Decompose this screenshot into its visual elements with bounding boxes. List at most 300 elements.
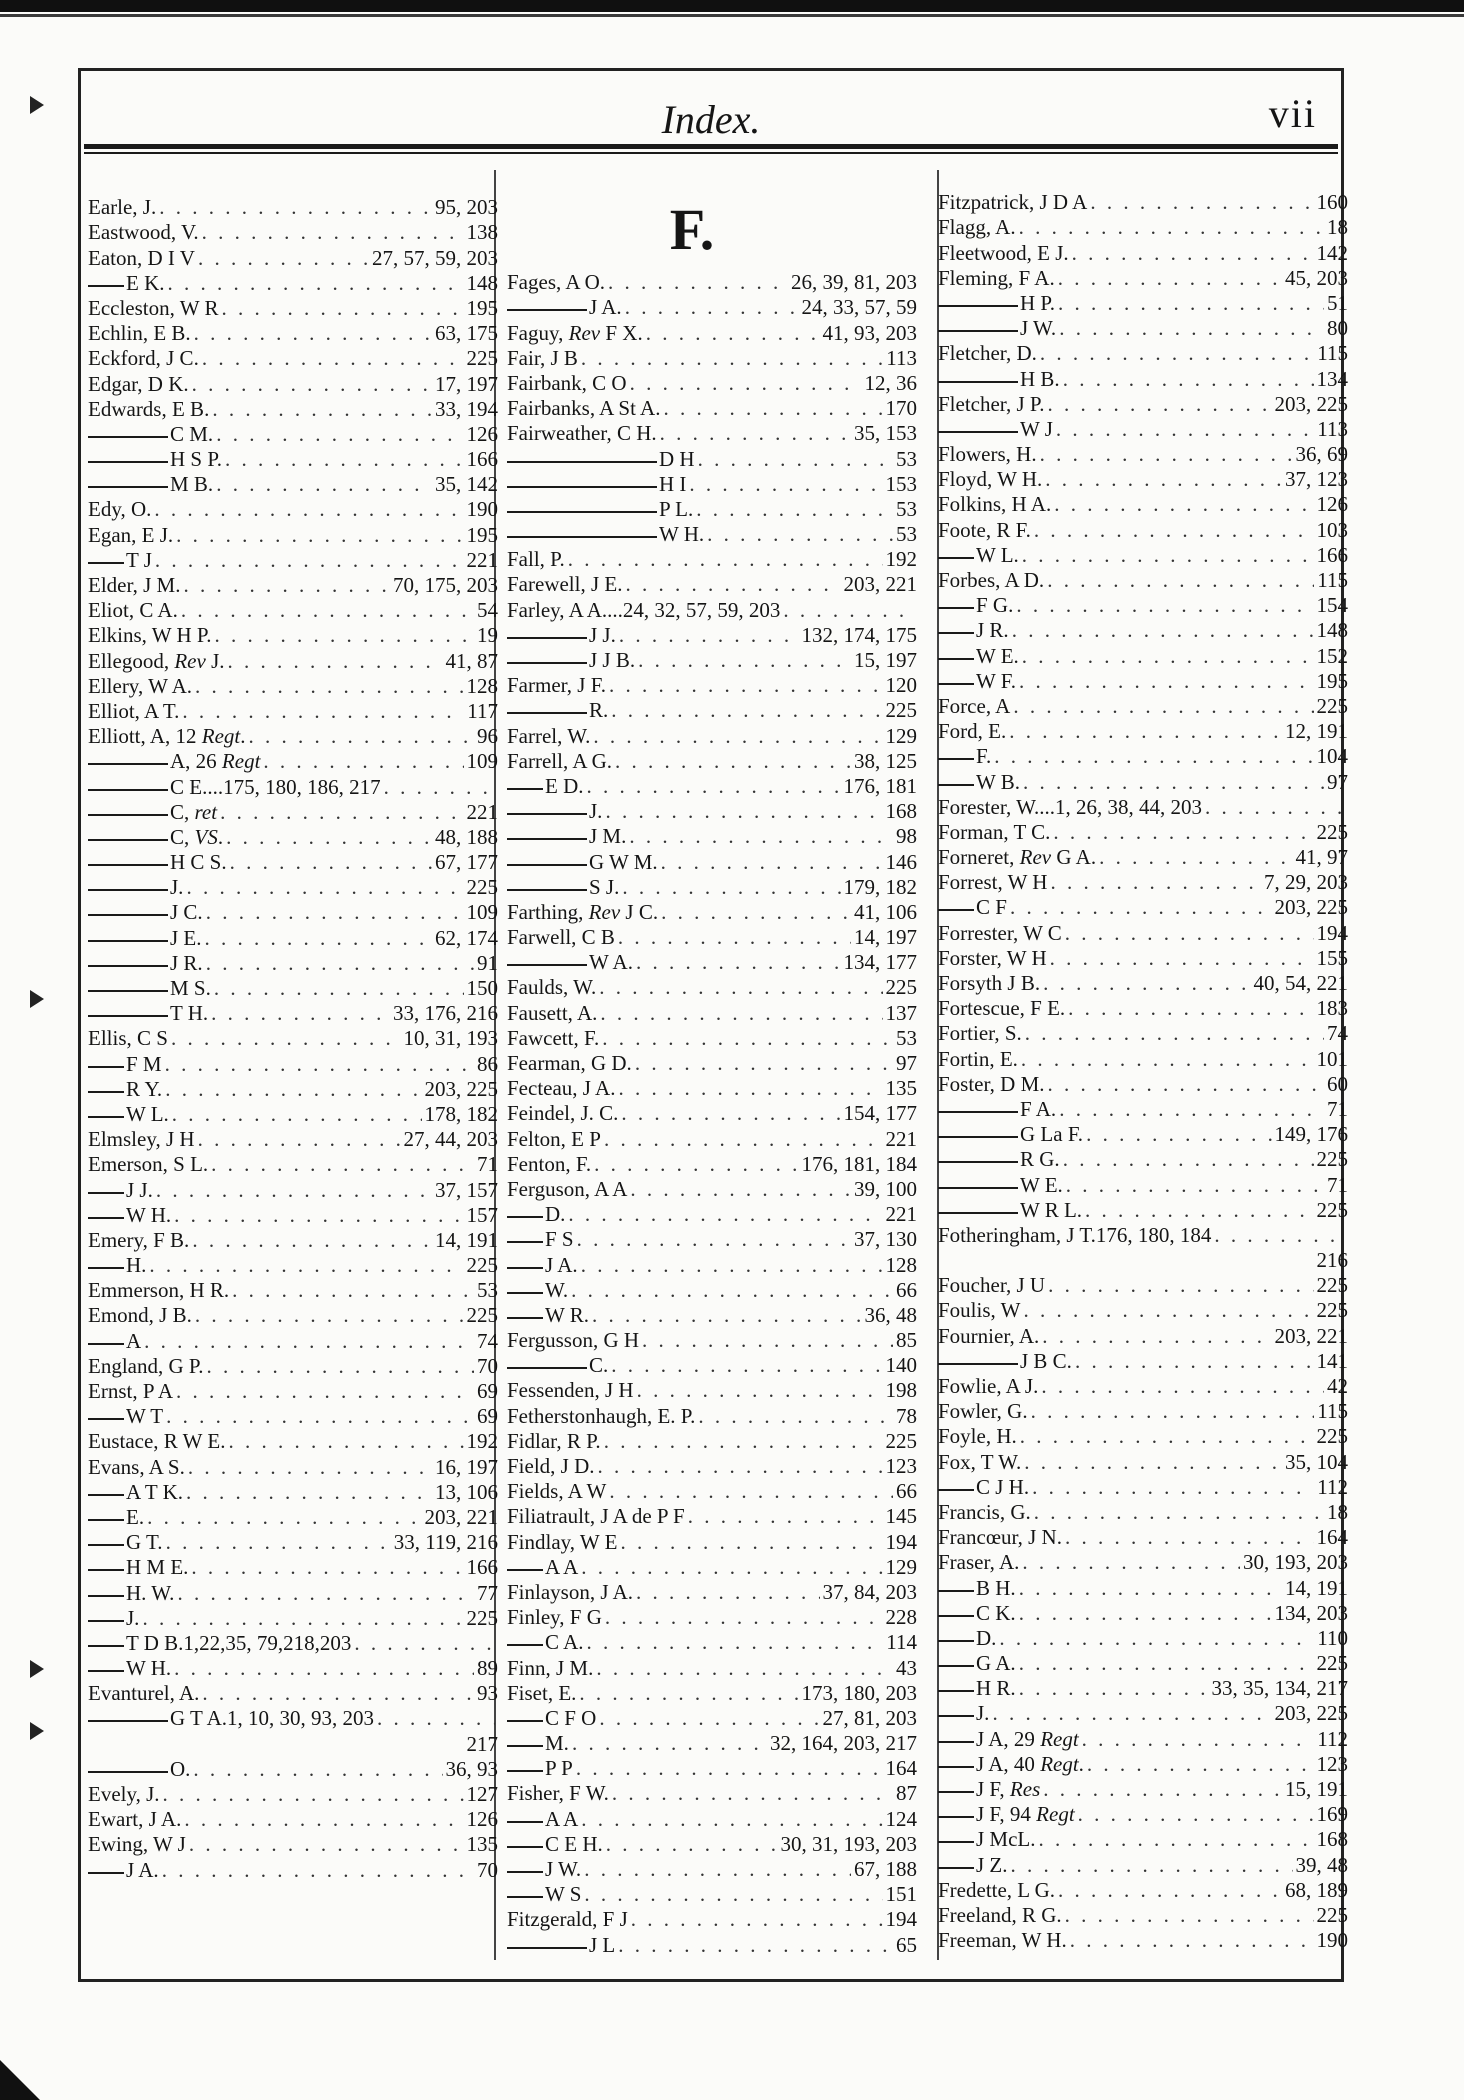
entry-name: Egan, E J. <box>88 522 174 547</box>
dot-leader <box>1019 215 1324 240</box>
index-entry <box>938 1777 1348 1802</box>
header-rule-thin <box>84 152 1338 154</box>
entry-pages: 93 <box>477 1681 498 1706</box>
dot-leader <box>202 346 464 371</box>
entry-name: Forester, W....1, 26, 38, 44, 203 <box>938 794 1202 819</box>
entry-pages: 203, 221 <box>1274 1323 1348 1348</box>
ditto-rule <box>938 658 974 660</box>
dot-leader <box>1019 1651 1314 1676</box>
ditto-rule <box>938 1363 1018 1365</box>
entry-pages: 117 <box>467 698 498 723</box>
ditto-rule <box>938 607 974 609</box>
dot-leader <box>216 472 432 497</box>
entry-name: Fraser, A. <box>938 1550 1020 1575</box>
entry-pages: 198 <box>885 1378 917 1403</box>
entry-pages: 13, 106 <box>435 1479 498 1504</box>
entry-pages: 134, 203 <box>1274 1600 1348 1625</box>
entry-name: W H. <box>659 522 705 547</box>
entry-name: J M. <box>589 824 627 849</box>
entry-pages: 225 <box>1316 1298 1348 1323</box>
index-entry <box>88 699 498 724</box>
index-entry <box>938 1273 1348 1298</box>
dot-leader <box>1050 946 1314 971</box>
dot-leader <box>149 1253 463 1278</box>
index-entry <box>938 1449 1348 1474</box>
index-entry <box>507 1403 917 1428</box>
ditto-rule <box>507 486 657 488</box>
dot-leader <box>1048 1273 1313 1298</box>
index-entry <box>938 618 1348 643</box>
index-entry <box>507 623 917 648</box>
entry-pages: 66 <box>896 1479 917 1504</box>
ditto-rule <box>938 1841 974 1843</box>
entry-name: Forster, W H <box>938 945 1047 970</box>
index-entry <box>88 522 498 547</box>
entry-name: M. <box>545 1731 569 1756</box>
entry-name: Forman, T C. <box>938 819 1051 844</box>
entry-pages: 87 <box>896 1781 917 1806</box>
ditto-rule <box>88 839 168 841</box>
index-entry <box>938 1248 1348 1273</box>
entry-name: H S P. <box>170 447 222 472</box>
index-entry <box>507 1882 917 1907</box>
index-entry <box>507 1806 917 1831</box>
index-entry <box>938 492 1348 517</box>
entry-pages: 115 <box>1317 1399 1348 1424</box>
dot-leader <box>629 824 893 849</box>
ditto-rule <box>88 789 168 791</box>
dot-leader <box>144 1329 474 1354</box>
index-entry <box>938 1651 1348 1676</box>
index-entry <box>938 669 1348 694</box>
ditto-rule <box>938 1816 974 1818</box>
dot-leader <box>194 321 432 346</box>
dot-leader <box>1059 1097 1324 1122</box>
entry-name: C K. <box>976 1600 1016 1625</box>
ditto-rule <box>507 1846 543 1848</box>
index-entry <box>507 1832 917 1857</box>
dot-leader <box>646 321 820 346</box>
entry-name: Ellis, C S <box>88 1026 168 1051</box>
entry-name: Faulds, W. <box>507 975 597 1000</box>
entry-name: T D B.1,22,35, 79,218,203 <box>126 1630 352 1655</box>
ditto-rule <box>938 1187 1018 1189</box>
entry-pages: 101 <box>1316 1046 1348 1071</box>
index-entry <box>88 371 498 396</box>
entry-name: Fecteau, J A. <box>507 1076 616 1101</box>
index-entry <box>507 396 917 421</box>
entry-pages: 127 <box>466 1782 498 1806</box>
ditto-rule <box>507 864 587 866</box>
index-entry <box>507 346 917 371</box>
index-entry <box>88 573 498 598</box>
entry-name: Fitzpatrick, J D A <box>938 190 1088 215</box>
entry-name: Finlayson, J A. <box>507 1579 634 1604</box>
dot-leader <box>1022 644 1314 669</box>
entry-pages: 146 <box>885 849 917 874</box>
index-entry <box>88 346 498 371</box>
dot-leader <box>1022 543 1314 568</box>
dot-leader <box>1058 1878 1282 1903</box>
entry-name: Foucher, J U <box>938 1273 1046 1298</box>
index-entry <box>938 467 1348 492</box>
index-entry <box>938 1626 1348 1651</box>
dot-leader <box>592 1303 862 1328</box>
index-entry <box>88 1429 498 1454</box>
dot-leader <box>1075 1349 1314 1374</box>
index-entry <box>88 220 498 245</box>
dot-leader <box>620 1530 882 1555</box>
entry-pages: 69 <box>477 1379 498 1403</box>
index-entry <box>507 1101 917 1126</box>
ditto-rule <box>938 431 1018 433</box>
index-entry <box>938 316 1348 341</box>
index-entry <box>938 1827 1348 1852</box>
dot-leader <box>1205 795 1345 820</box>
index-entry <box>507 648 917 673</box>
entry-name: Fidlar, R P. <box>507 1428 601 1453</box>
dot-leader <box>206 900 464 925</box>
dot-leader <box>1009 719 1282 744</box>
index-entry <box>507 320 917 345</box>
index-entry <box>938 820 1348 845</box>
entry-name: Edgar, D K. <box>88 371 189 396</box>
entry-name: Farthing, Rev J C. <box>507 899 659 924</box>
dot-leader <box>707 522 893 547</box>
ditto-rule <box>507 1644 543 1646</box>
dot-leader <box>176 523 463 548</box>
dot-leader <box>171 1026 401 1051</box>
index-entry <box>507 1907 917 1932</box>
ditto-rule <box>507 813 587 815</box>
dot-leader <box>1063 367 1314 392</box>
entry-pages: 70 <box>477 1857 498 1882</box>
entry-pages: 26, 39, 81, 203 <box>791 270 917 295</box>
entry-pages: 12, 191 <box>1285 719 1348 744</box>
entry-name: Ellegood, Rev J. <box>88 648 225 673</box>
entry-name: J A. <box>545 1252 578 1277</box>
index-entry <box>507 1504 917 1529</box>
dot-leader <box>698 1404 893 1429</box>
entry-pages: 36, 48 <box>864 1302 917 1327</box>
corner-mark <box>0 2060 40 2100</box>
index-entry <box>88 1580 498 1605</box>
ditto-rule <box>938 1161 1018 1163</box>
entry-name: Edwards, E B. <box>88 396 210 421</box>
index-entry <box>938 971 1348 996</box>
index-entry <box>938 392 1348 417</box>
entry-name: Ford, E. <box>938 719 1007 744</box>
index-entry <box>938 1097 1348 1122</box>
ditto-rule <box>507 461 657 463</box>
entry-name: Fowlie, A J. <box>938 1374 1039 1398</box>
entry-pages: 221 <box>885 1126 917 1151</box>
entry-pages: 24, 33, 57, 59 <box>801 295 917 320</box>
ditto-rule <box>938 1590 974 1592</box>
entry-name: Eliot, C A. <box>88 598 178 623</box>
entry-name: Evanturel, A. <box>88 1681 200 1706</box>
entry-pages: 27, 57, 59, 203 <box>372 245 498 270</box>
dot-leader <box>1013 694 1313 719</box>
entry-pages: 225 <box>1316 1651 1348 1676</box>
index-entry <box>88 1505 498 1530</box>
entry-pages: 160 <box>1316 190 1348 215</box>
ditto-rule <box>88 1519 124 1521</box>
index-entry <box>938 1475 1348 1500</box>
entry-name: Flagg, A. <box>938 215 1016 240</box>
entry-pages: 35, 104 <box>1285 1449 1348 1474</box>
entry-pages: 140 <box>885 1353 917 1378</box>
entry-name: Felton, E P <box>507 1126 601 1151</box>
entry-name: M S. <box>170 976 211 1000</box>
ditto-rule <box>507 536 657 538</box>
dot-leader <box>1010 895 1272 920</box>
index-entry <box>88 1606 498 1631</box>
entry-pages: 203, 221 <box>843 572 917 597</box>
entry-name: Findlay, W E <box>507 1529 618 1554</box>
entry-name: J R. <box>976 618 1009 643</box>
dot-leader <box>994 744 1313 769</box>
index-entry <box>88 1152 498 1177</box>
entry-name: O. <box>170 1756 191 1781</box>
entry-name: Filiatrault, J A de P F <box>507 1504 685 1529</box>
ditto-rule <box>88 1015 168 1017</box>
dot-leader <box>581 1555 882 1580</box>
entry-name: Elkins, W H P. <box>88 623 212 648</box>
ditto-rule <box>88 1217 124 1219</box>
entry-pages: 149, 176 <box>1274 1122 1348 1147</box>
entry-pages: 113 <box>1317 416 1348 441</box>
dot-leader <box>1063 1147 1314 1172</box>
dot-leader <box>163 1782 464 1807</box>
index-entry <box>507 547 917 572</box>
entry-name: W H. <box>126 1656 172 1681</box>
index-entry <box>507 1454 917 1479</box>
dot-leader <box>1041 1374 1324 1399</box>
ditto-rule <box>938 1111 1018 1113</box>
dot-leader <box>1016 593 1313 618</box>
dot-leader <box>189 1832 464 1857</box>
index-entry <box>507 1026 917 1051</box>
entry-pages: 192 <box>466 1429 498 1454</box>
entry-pages: 134 <box>1316 366 1348 391</box>
entry-name: W E. <box>1020 1172 1063 1197</box>
index-entry <box>938 1298 1348 1323</box>
entry-name: Elliott, A, 12 Regt. <box>88 724 246 749</box>
ditto-rule <box>507 889 587 891</box>
dot-leader <box>147 1505 421 1530</box>
entry-pages: 225 <box>1316 1147 1348 1172</box>
entry-name: Emerson, S L. <box>88 1152 209 1177</box>
ditto-rule <box>88 1091 124 1093</box>
entry-pages: 137 <box>885 1000 917 1025</box>
entry-name: J F, 94 Regt <box>976 1802 1075 1827</box>
index-entry <box>88 1480 498 1505</box>
entry-name: Emery, F B. <box>88 1227 190 1252</box>
index-entry <box>88 1127 498 1152</box>
entry-name: Ferguson, A A <box>507 1176 628 1201</box>
entry-name: Field, J D. <box>507 1454 595 1478</box>
entry-pages: 17, 197 <box>435 371 498 396</box>
dot-leader <box>642 1328 893 1353</box>
entry-name: Eastwood, V. <box>88 220 199 245</box>
dot-leader <box>192 1228 432 1253</box>
entry-pages: 148 <box>466 270 498 295</box>
dot-leader <box>599 975 882 1000</box>
entry-pages: 70, 175, 203 <box>393 573 498 597</box>
ditto-rule <box>507 1871 543 1873</box>
index-entry <box>507 1252 917 1277</box>
entry-name: Forrester, W C <box>938 920 1062 945</box>
entry-name: C E H. <box>545 1831 603 1856</box>
index-entry <box>88 195 498 220</box>
ditto-rule <box>88 1343 124 1345</box>
index-entry <box>88 397 498 422</box>
entry-name: J F, Res <box>976 1777 1041 1801</box>
ditto-rule <box>938 784 974 786</box>
entry-name: P P <box>545 1756 573 1781</box>
ditto-rule <box>88 914 168 916</box>
entry-pages: 33, 35, 134, 217 <box>1211 1676 1348 1701</box>
entry-name: H B. <box>1020 366 1060 391</box>
dot-leader <box>354 1631 495 1656</box>
ditto-rule <box>938 1640 974 1642</box>
margin-arrow-icon <box>30 1660 44 1678</box>
entry-pages: 129 <box>885 1554 917 1579</box>
entry-pages: 190 <box>466 497 498 522</box>
index-entry <box>507 1756 917 1781</box>
entry-pages: 225 <box>466 1303 498 1328</box>
entry-name: J C. <box>170 900 203 925</box>
entry-pages: 225 <box>1316 693 1348 718</box>
entry-pages: 36, 69 <box>1295 442 1348 467</box>
entry-name: F M <box>126 1051 162 1076</box>
ditto-rule <box>938 632 974 634</box>
entry-pages: 51 <box>1327 290 1348 315</box>
entry-name: C, VS. <box>170 824 224 849</box>
index-column-2 <box>507 190 917 1958</box>
dot-leader <box>220 800 463 825</box>
dot-leader <box>226 825 432 850</box>
dot-leader <box>577 1227 851 1252</box>
entry-name: C J H. <box>976 1474 1030 1499</box>
index-entry <box>88 548 498 573</box>
entry-name: Finley, F G <box>507 1605 602 1630</box>
entry-name: Fletcher, J P. <box>938 391 1045 416</box>
index-entry <box>507 295 917 320</box>
margin-arrow-icon <box>30 990 44 1008</box>
entry-pages: 33, 176, 216 <box>393 1001 498 1026</box>
ditto-rule <box>88 1494 124 1496</box>
entry-pages: 41, 106 <box>854 899 917 924</box>
index-entry <box>938 1198 1348 1223</box>
entry-pages: 33, 194 <box>435 396 498 421</box>
index-entry <box>507 1731 917 1756</box>
dot-leader <box>611 1353 882 1378</box>
entry-name: Fleetwood, E J. <box>938 240 1069 265</box>
dot-leader <box>1012 618 1314 643</box>
ditto-rule <box>88 562 124 564</box>
index-entry <box>88 648 498 673</box>
entry-name: Fiset, E. <box>507 1680 577 1705</box>
index-entry <box>88 1379 498 1404</box>
index-entry <box>88 623 498 648</box>
index-entry <box>507 1857 917 1882</box>
entry-pages: 15, 191 <box>1285 1777 1348 1801</box>
index-entry <box>88 1731 498 1756</box>
entry-name: F G. <box>976 593 1014 618</box>
dot-leader <box>202 220 464 245</box>
entry-pages: 142 <box>1316 240 1348 265</box>
index-entry <box>88 1203 498 1228</box>
dot-leader <box>1048 1072 1325 1097</box>
ditto-rule <box>88 1418 124 1420</box>
dot-leader <box>576 1756 883 1781</box>
entry-name: W R. <box>545 1302 589 1327</box>
dot-leader <box>214 976 464 1001</box>
entry-name: W L. <box>126 1101 169 1126</box>
dot-leader <box>232 1278 474 1303</box>
entry-name: Finn, J M. <box>507 1655 594 1680</box>
entry-pages: 69 <box>477 1404 498 1429</box>
dot-leader <box>142 1606 463 1631</box>
index-entry <box>88 1706 498 1731</box>
ditto-rule <box>88 461 168 463</box>
index-entry <box>938 744 1348 769</box>
index-entry <box>88 321 498 346</box>
entry-name: Faguy, Rev F X. <box>507 320 643 345</box>
entry-pages: 18 <box>1327 1499 1348 1524</box>
dot-leader <box>155 548 464 573</box>
entry-name: Farrell, A G. <box>507 748 612 773</box>
index-entry <box>938 1424 1348 1449</box>
entry-pages: 179, 182 <box>843 874 917 899</box>
entry-pages: 32, 164, 203, 217 <box>770 1731 917 1756</box>
entry-pages: 115 <box>1317 568 1348 592</box>
dot-leader <box>1065 1903 1314 1928</box>
dot-leader <box>1078 1802 1314 1827</box>
entry-pages: 74 <box>477 1328 498 1353</box>
index-entry <box>88 900 498 925</box>
dot-leader <box>228 649 443 674</box>
entry-pages: 98 <box>896 824 917 849</box>
dot-leader <box>604 1429 883 1454</box>
ditto-rule <box>507 712 587 714</box>
section-letter-heading: F. <box>669 197 715 262</box>
entry-name: Earle, J. <box>88 195 157 220</box>
ditto-rule <box>88 990 168 992</box>
dot-leader <box>1056 417 1314 442</box>
index-entry <box>938 266 1348 291</box>
dot-leader <box>211 1152 474 1177</box>
index-entry <box>88 976 498 1001</box>
entry-pages: 113 <box>886 345 917 370</box>
entry-name: G T. <box>126 1530 163 1555</box>
dot-leader <box>604 1127 883 1152</box>
dot-leader <box>1023 1298 1313 1323</box>
index-entry <box>938 1500 1348 1525</box>
index-entry <box>938 593 1348 618</box>
entry-name: Fleming, F A. <box>938 265 1055 290</box>
index-entry <box>938 291 1348 316</box>
index-entry <box>88 1177 498 1202</box>
entry-name: Fields, A W <box>507 1479 607 1504</box>
dot-leader <box>168 271 464 296</box>
index-entry <box>88 447 498 472</box>
entry-pages: 48, 188 <box>435 824 498 849</box>
entry-name: H. W. <box>126 1580 175 1605</box>
index-entry <box>507 1051 917 1076</box>
